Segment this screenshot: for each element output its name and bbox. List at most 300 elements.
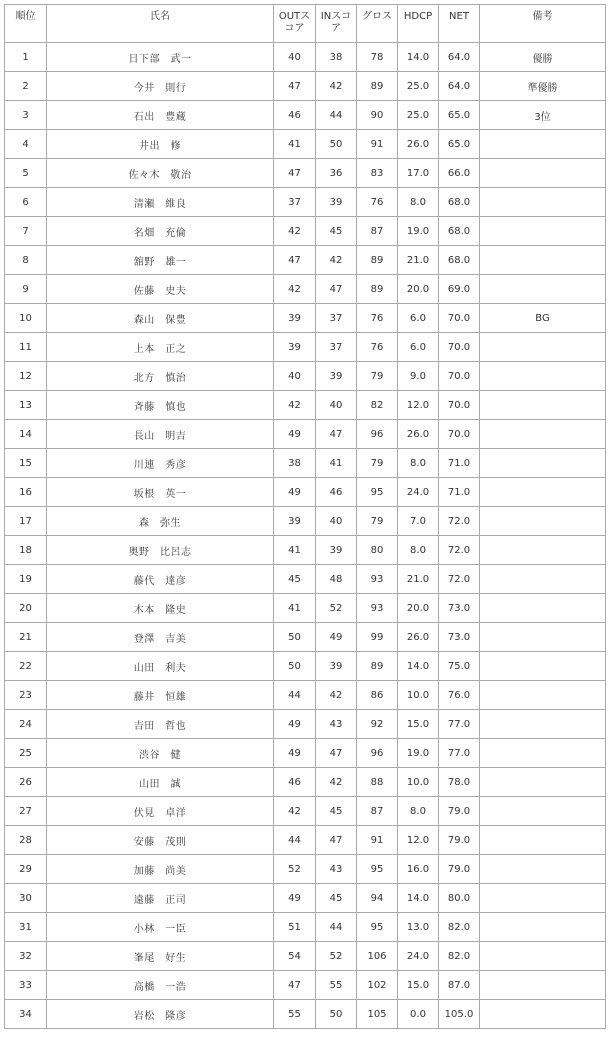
net-cell: 79.0 xyxy=(439,855,480,884)
in-score-cell: 39 xyxy=(316,362,357,391)
rank-cell: 13 xyxy=(5,391,47,420)
net-cell: 68.0 xyxy=(439,246,480,275)
hdcp-cell: 25.0 xyxy=(398,72,439,101)
table-row xyxy=(5,884,606,913)
out-score-cell: 50 xyxy=(274,623,316,652)
net-cell: 105.0 xyxy=(439,1000,480,1029)
gross-cell: 80 xyxy=(357,536,398,565)
gross-cell: 87 xyxy=(357,797,398,826)
remarks-cell xyxy=(480,536,606,565)
hdcp-cell: 12.0 xyxy=(398,826,439,855)
remarks-cell xyxy=(480,565,606,594)
gross-cell: 88 xyxy=(357,768,398,797)
in-score-cell: 43 xyxy=(316,855,357,884)
name-cell: 奥野 比呂志 xyxy=(47,536,274,565)
net-cell: 66.0 xyxy=(439,159,480,188)
gross-cell: 89 xyxy=(357,72,398,101)
name-cell: 佐藤 史夫 xyxy=(47,275,274,304)
rank-cell: 3 xyxy=(5,101,47,130)
in-score-cell: 45 xyxy=(316,217,357,246)
hdcp-cell: 8.0 xyxy=(398,797,439,826)
net-cell: 71.0 xyxy=(439,449,480,478)
net-cell: 68.0 xyxy=(439,217,480,246)
net-cell: 70.0 xyxy=(439,304,480,333)
gross-cell: 96 xyxy=(357,739,398,768)
gross-cell: 86 xyxy=(357,681,398,710)
out-score-cell: 51 xyxy=(274,913,316,942)
gross-cell: 91 xyxy=(357,826,398,855)
remarks-cell: 3位 xyxy=(480,101,606,130)
name-cell: 日下部 武一 xyxy=(47,43,274,72)
rank-cell: 19 xyxy=(5,565,47,594)
net-cell: 80.0 xyxy=(439,884,480,913)
out-score-cell: 41 xyxy=(274,594,316,623)
name-cell: 吉田 哲也 xyxy=(47,710,274,739)
name-cell: 清瀬 維良 xyxy=(47,188,274,217)
hdcp-cell: 14.0 xyxy=(398,652,439,681)
remarks-cell xyxy=(480,768,606,797)
table-row xyxy=(5,72,606,101)
net-cell: 73.0 xyxy=(439,623,480,652)
hdcp-cell: 14.0 xyxy=(398,43,439,72)
table-row xyxy=(5,43,606,72)
gross-cell: 79 xyxy=(357,507,398,536)
name-cell: 山田 誠 xyxy=(47,768,274,797)
rank-cell: 29 xyxy=(5,855,47,884)
gross-cell: 99 xyxy=(357,623,398,652)
gross-cell: 87 xyxy=(357,217,398,246)
hdcp-cell: 6.0 xyxy=(398,333,439,362)
remarks-cell xyxy=(480,913,606,942)
rank-cell: 5 xyxy=(5,159,47,188)
hdcp-cell: 26.0 xyxy=(398,130,439,159)
remarks-cell xyxy=(480,797,606,826)
table-row xyxy=(5,101,606,130)
net-cell: 70.0 xyxy=(439,420,480,449)
in-score-cell: 40 xyxy=(316,391,357,420)
name-cell: 上本 正之 xyxy=(47,333,274,362)
rank-cell: 27 xyxy=(5,797,47,826)
remarks-cell xyxy=(480,217,606,246)
table-row xyxy=(5,159,606,188)
gross-cell: 93 xyxy=(357,594,398,623)
net-cell: 64.0 xyxy=(439,43,480,72)
net-cell: 82.0 xyxy=(439,913,480,942)
rank-cell: 23 xyxy=(5,681,47,710)
gross-cell: 76 xyxy=(357,188,398,217)
table-row xyxy=(5,333,606,362)
hdcp-cell: 25.0 xyxy=(398,101,439,130)
rank-cell: 24 xyxy=(5,710,47,739)
remarks-cell: 優勝 xyxy=(480,43,606,72)
net-cell: 87.0 xyxy=(439,971,480,1000)
table-row xyxy=(5,478,606,507)
hdcp-cell: 8.0 xyxy=(398,188,439,217)
gross-cell: 90 xyxy=(357,101,398,130)
table-row xyxy=(5,826,606,855)
gross-cell: 76 xyxy=(357,333,398,362)
remarks-cell xyxy=(480,391,606,420)
header-name: 氏名 xyxy=(47,5,274,43)
net-cell: 72.0 xyxy=(439,565,480,594)
gross-cell: 82 xyxy=(357,391,398,420)
in-score-cell: 47 xyxy=(316,739,357,768)
rank-cell: 8 xyxy=(5,246,47,275)
remarks-cell xyxy=(480,1000,606,1029)
name-cell: 藤井 恒雄 xyxy=(47,681,274,710)
header-row xyxy=(5,5,606,43)
in-score-cell: 39 xyxy=(316,536,357,565)
table-row xyxy=(5,246,606,275)
name-cell: 森 弥生 xyxy=(47,507,274,536)
remarks-cell xyxy=(480,449,606,478)
hdcp-cell: 24.0 xyxy=(398,478,439,507)
out-score-cell: 46 xyxy=(274,101,316,130)
header-gross: グロス xyxy=(357,5,398,43)
in-score-cell: 37 xyxy=(316,304,357,333)
name-cell: 渋谷 健 xyxy=(47,739,274,768)
out-score-cell: 52 xyxy=(274,855,316,884)
in-score-cell: 42 xyxy=(316,768,357,797)
rank-cell: 14 xyxy=(5,420,47,449)
gross-cell: 93 xyxy=(357,565,398,594)
in-score-cell: 42 xyxy=(316,246,357,275)
in-score-cell: 52 xyxy=(316,942,357,971)
rank-cell: 32 xyxy=(5,942,47,971)
in-score-cell: 44 xyxy=(316,913,357,942)
gross-cell: 96 xyxy=(357,420,398,449)
in-score-cell: 50 xyxy=(316,1000,357,1029)
table-row xyxy=(5,594,606,623)
net-cell: 70.0 xyxy=(439,391,480,420)
hdcp-cell: 21.0 xyxy=(398,565,439,594)
table-row xyxy=(5,391,606,420)
hdcp-cell: 19.0 xyxy=(398,739,439,768)
name-cell: 舘野 雄一 xyxy=(47,246,274,275)
net-cell: 64.0 xyxy=(439,72,480,101)
table-row xyxy=(5,971,606,1000)
hdcp-cell: 10.0 xyxy=(398,681,439,710)
rank-cell: 21 xyxy=(5,623,47,652)
out-score-cell: 44 xyxy=(274,681,316,710)
in-score-cell: 47 xyxy=(316,420,357,449)
rank-cell: 12 xyxy=(5,362,47,391)
gross-cell: 92 xyxy=(357,710,398,739)
rank-cell: 34 xyxy=(5,1000,47,1029)
gross-cell: 79 xyxy=(357,449,398,478)
gross-cell: 102 xyxy=(357,971,398,1000)
out-score-cell: 50 xyxy=(274,652,316,681)
hdcp-cell: 15.0 xyxy=(398,971,439,1000)
in-score-cell: 40 xyxy=(316,507,357,536)
in-score-cell: 47 xyxy=(316,275,357,304)
in-score-cell: 36 xyxy=(316,159,357,188)
name-cell: 伏見 卓洋 xyxy=(47,797,274,826)
header-rank: 順位 xyxy=(5,5,47,43)
rank-cell: 20 xyxy=(5,594,47,623)
rank-cell: 28 xyxy=(5,826,47,855)
hdcp-cell: 17.0 xyxy=(398,159,439,188)
in-score-cell: 48 xyxy=(316,565,357,594)
remarks-cell xyxy=(480,826,606,855)
remarks-cell xyxy=(480,942,606,971)
rank-cell: 17 xyxy=(5,507,47,536)
net-cell: 71.0 xyxy=(439,478,480,507)
rank-cell: 10 xyxy=(5,304,47,333)
out-score-cell: 40 xyxy=(274,362,316,391)
net-cell: 65.0 xyxy=(439,101,480,130)
out-score-cell: 47 xyxy=(274,246,316,275)
name-cell: 川連 秀彦 xyxy=(47,449,274,478)
rank-cell: 22 xyxy=(5,652,47,681)
out-score-cell: 37 xyxy=(274,188,316,217)
table-row xyxy=(5,942,606,971)
out-score-cell: 47 xyxy=(274,72,316,101)
in-score-cell: 55 xyxy=(316,971,357,1000)
out-score-cell: 42 xyxy=(274,217,316,246)
hdcp-cell: 6.0 xyxy=(398,304,439,333)
name-cell: 坂根 英一 xyxy=(47,478,274,507)
hdcp-cell: 14.0 xyxy=(398,884,439,913)
remarks-cell xyxy=(480,884,606,913)
net-cell: 68.0 xyxy=(439,188,480,217)
table-row xyxy=(5,130,606,159)
gross-cell: 105 xyxy=(357,1000,398,1029)
net-cell: 76.0 xyxy=(439,681,480,710)
net-cell: 82.0 xyxy=(439,942,480,971)
gross-cell: 89 xyxy=(357,652,398,681)
net-cell: 78.0 xyxy=(439,768,480,797)
remarks-cell: 準優勝 xyxy=(480,72,606,101)
hdcp-cell: 0.0 xyxy=(398,1000,439,1029)
net-cell: 65.0 xyxy=(439,130,480,159)
hdcp-cell: 26.0 xyxy=(398,623,439,652)
table-row xyxy=(5,623,606,652)
table-row xyxy=(5,768,606,797)
remarks-cell xyxy=(480,652,606,681)
table-body xyxy=(5,43,606,1029)
table-row xyxy=(5,507,606,536)
rank-cell: 26 xyxy=(5,768,47,797)
remarks-cell xyxy=(480,710,606,739)
gross-cell: 94 xyxy=(357,884,398,913)
hdcp-cell: 24.0 xyxy=(398,942,439,971)
name-cell: 石出 豊蔵 xyxy=(47,101,274,130)
header-remarks: 備考 xyxy=(480,5,606,43)
net-cell: 75.0 xyxy=(439,652,480,681)
name-cell: 長山 明吉 xyxy=(47,420,274,449)
in-score-cell: 42 xyxy=(316,681,357,710)
remarks-cell xyxy=(480,362,606,391)
table-row xyxy=(5,304,606,333)
net-cell: 79.0 xyxy=(439,797,480,826)
name-cell: 遠藤 正司 xyxy=(47,884,274,913)
name-cell: 加藤 尚美 xyxy=(47,855,274,884)
in-score-cell: 43 xyxy=(316,710,357,739)
gross-cell: 79 xyxy=(357,362,398,391)
remarks-cell xyxy=(480,333,606,362)
out-score-cell: 42 xyxy=(274,275,316,304)
remarks-cell xyxy=(480,130,606,159)
net-cell: 77.0 xyxy=(439,739,480,768)
net-cell: 70.0 xyxy=(439,333,480,362)
hdcp-cell: 19.0 xyxy=(398,217,439,246)
table-row xyxy=(5,449,606,478)
out-score-cell: 44 xyxy=(274,826,316,855)
rank-cell: 31 xyxy=(5,913,47,942)
name-cell: 井出 修 xyxy=(47,130,274,159)
in-score-cell: 39 xyxy=(316,652,357,681)
rank-cell: 6 xyxy=(5,188,47,217)
remarks-cell xyxy=(480,681,606,710)
in-score-cell: 37 xyxy=(316,333,357,362)
table-row xyxy=(5,275,606,304)
net-cell: 70.0 xyxy=(439,362,480,391)
hdcp-cell: 16.0 xyxy=(398,855,439,884)
table-row xyxy=(5,855,606,884)
gross-cell: 76 xyxy=(357,304,398,333)
in-score-cell: 47 xyxy=(316,826,357,855)
out-score-cell: 41 xyxy=(274,536,316,565)
table-row xyxy=(5,536,606,565)
out-score-cell: 47 xyxy=(274,159,316,188)
rank-cell: 25 xyxy=(5,739,47,768)
out-score-cell: 42 xyxy=(274,391,316,420)
table-row xyxy=(5,652,606,681)
out-score-cell: 49 xyxy=(274,739,316,768)
net-cell: 72.0 xyxy=(439,507,480,536)
out-score-cell: 55 xyxy=(274,1000,316,1029)
remarks-cell xyxy=(480,246,606,275)
name-cell: 木本 隆史 xyxy=(47,594,274,623)
name-cell: 森山 保豊 xyxy=(47,304,274,333)
in-score-cell: 38 xyxy=(316,43,357,72)
rank-cell: 11 xyxy=(5,333,47,362)
rank-cell: 15 xyxy=(5,449,47,478)
rank-cell: 18 xyxy=(5,536,47,565)
header-out-score: OUTスコア xyxy=(274,5,316,43)
in-score-cell: 46 xyxy=(316,478,357,507)
remarks-cell xyxy=(480,507,606,536)
net-cell: 72.0 xyxy=(439,536,480,565)
out-score-cell: 39 xyxy=(274,304,316,333)
table-row xyxy=(5,565,606,594)
out-score-cell: 39 xyxy=(274,507,316,536)
gross-cell: 91 xyxy=(357,130,398,159)
hdcp-cell: 12.0 xyxy=(398,391,439,420)
rank-cell: 9 xyxy=(5,275,47,304)
rank-cell: 16 xyxy=(5,478,47,507)
in-score-cell: 49 xyxy=(316,623,357,652)
remarks-cell xyxy=(480,275,606,304)
gross-cell: 95 xyxy=(357,478,398,507)
out-score-cell: 40 xyxy=(274,43,316,72)
remarks-cell xyxy=(480,420,606,449)
out-score-cell: 49 xyxy=(274,710,316,739)
gross-cell: 95 xyxy=(357,913,398,942)
remarks-cell xyxy=(480,623,606,652)
hdcp-cell: 8.0 xyxy=(398,449,439,478)
header-in-score: INスコア xyxy=(316,5,357,43)
in-score-cell: 45 xyxy=(316,797,357,826)
table-row xyxy=(5,188,606,217)
hdcp-cell: 26.0 xyxy=(398,420,439,449)
name-cell: 岩松 隆彦 xyxy=(47,1000,274,1029)
net-cell: 77.0 xyxy=(439,710,480,739)
in-score-cell: 42 xyxy=(316,72,357,101)
name-cell: 小林 一臣 xyxy=(47,913,274,942)
gross-cell: 83 xyxy=(357,159,398,188)
name-cell: 峯尾 好生 xyxy=(47,942,274,971)
rank-cell: 2 xyxy=(5,72,47,101)
hdcp-cell: 20.0 xyxy=(398,594,439,623)
table-row xyxy=(5,217,606,246)
in-score-cell: 39 xyxy=(316,188,357,217)
net-cell: 69.0 xyxy=(439,275,480,304)
out-score-cell: 41 xyxy=(274,130,316,159)
remarks-cell xyxy=(480,971,606,1000)
rank-cell: 30 xyxy=(5,884,47,913)
table-row xyxy=(5,739,606,768)
name-cell: 安藤 茂則 xyxy=(47,826,274,855)
remarks-cell xyxy=(480,739,606,768)
gross-cell: 95 xyxy=(357,855,398,884)
remarks-cell: BG xyxy=(480,304,606,333)
out-score-cell: 49 xyxy=(274,478,316,507)
header-net: NET xyxy=(439,5,480,43)
table-row xyxy=(5,913,606,942)
gross-cell: 89 xyxy=(357,246,398,275)
remarks-cell xyxy=(480,855,606,884)
name-cell: 北方 慎治 xyxy=(47,362,274,391)
in-score-cell: 44 xyxy=(316,101,357,130)
hdcp-cell: 20.0 xyxy=(398,275,439,304)
out-score-cell: 39 xyxy=(274,333,316,362)
rank-cell: 4 xyxy=(5,130,47,159)
remarks-cell xyxy=(480,188,606,217)
net-cell: 73.0 xyxy=(439,594,480,623)
remarks-cell xyxy=(480,594,606,623)
name-cell: 佐々木 敬治 xyxy=(47,159,274,188)
gross-cell: 106 xyxy=(357,942,398,971)
rank-cell: 1 xyxy=(5,43,47,72)
name-cell: 高橋 一浩 xyxy=(47,971,274,1000)
in-score-cell: 50 xyxy=(316,130,357,159)
name-cell: 登澤 吉美 xyxy=(47,623,274,652)
table-row xyxy=(5,420,606,449)
in-score-cell: 45 xyxy=(316,884,357,913)
remarks-cell xyxy=(480,478,606,507)
out-score-cell: 49 xyxy=(274,884,316,913)
hdcp-cell: 8.0 xyxy=(398,536,439,565)
net-cell: 79.0 xyxy=(439,826,480,855)
remarks-cell xyxy=(480,159,606,188)
hdcp-cell: 7.0 xyxy=(398,507,439,536)
name-cell: 今井 則行 xyxy=(47,72,274,101)
in-score-cell: 41 xyxy=(316,449,357,478)
hdcp-cell: 13.0 xyxy=(398,913,439,942)
table-row xyxy=(5,710,606,739)
out-score-cell: 42 xyxy=(274,797,316,826)
out-score-cell: 47 xyxy=(274,971,316,1000)
name-cell: 名畑 充倫 xyxy=(47,217,274,246)
gross-cell: 89 xyxy=(357,275,398,304)
rank-cell: 33 xyxy=(5,971,47,1000)
hdcp-cell: 10.0 xyxy=(398,768,439,797)
table-row xyxy=(5,797,606,826)
hdcp-cell: 9.0 xyxy=(398,362,439,391)
name-cell: 藤代 達彦 xyxy=(47,565,274,594)
